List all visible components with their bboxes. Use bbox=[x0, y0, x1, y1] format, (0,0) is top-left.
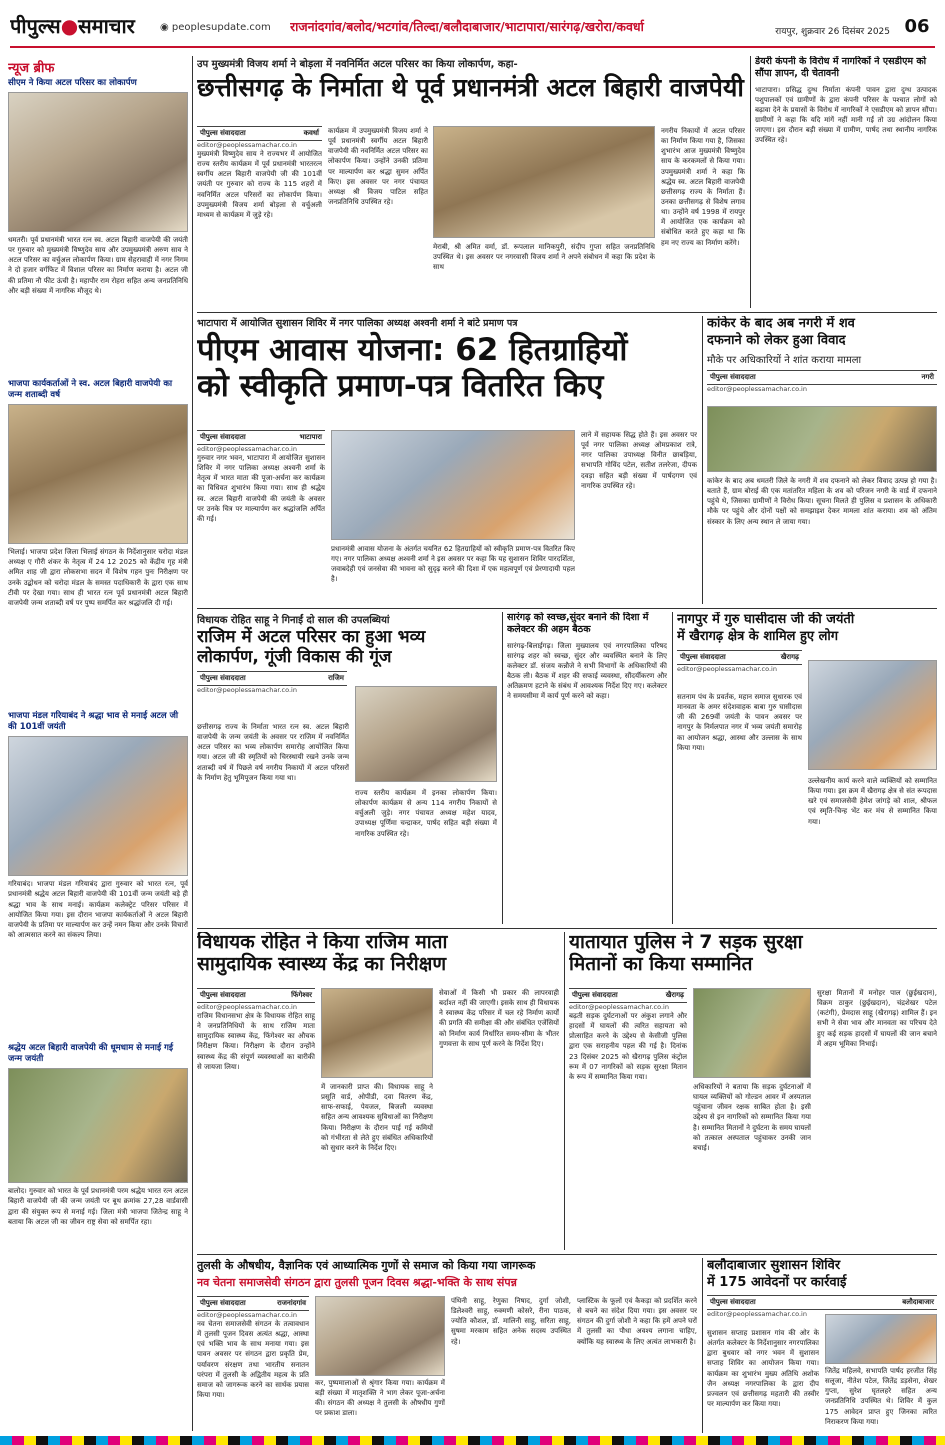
tulsi-headline: नव चेतना समाजसेवी संगठन द्वारा तुलसी पूजन दिवस श्रद्धा-भक्ति के साथ संपन्न bbox=[197, 1276, 517, 1289]
rajim-col-2: राज्य स्तरीय कार्यक्रम में इनका लोकार्पण किया। लोकार्पण कार्यक्रम से अन्य 114 नगरीय निकायों से वर्चुअली जुड़े। नगर पंचायत अध्यक्ष महेश यादव, उपाध्यक्ष पूर्णिमा चन्द्राकर, पार्षद सहित बड़ी संख्या में नागरिक उपस्थित रहे। bbox=[355, 789, 497, 838]
brief-4-text: बालोद। गुरुवार को भारत के पूर्व प्रधानमंत्री परम श्रद्धेय भारत रत्न अटल बिहारी वाजपेयी जी की जन्म जयंती पर बूथ क्रमांक 27,28 वार्डवासी द्वारा की संयुक्त रूप से मनाई गई। जिला मंत्री भाजपा जितेन्द्र साहू ने बताया कि अटल जी का जीवन राष्ट्र सेवा को समर्पित रहा। bbox=[8, 1187, 188, 1226]
vidhayak-col-3: सेवाओं में किसी भी प्रकार की लापरवाही बर्दाश्त नहीं की जाएगी। इसके साथ ही विधायक ने स्वास्थ्य केंद्र परिसर में चल रहे निर्माण कार्यों की प्रगति की समीक्षा की और संबंधित एजेंसियों को निर्माण कार्य निर्धारित समय-सीमा के भीतर गुणवत्ता के साथ पूर्ण करने के निर्देश दिए। bbox=[439, 989, 559, 1048]
pm-awas-photo bbox=[331, 430, 575, 540]
kanker-headline-1: कांकेर के बाद अब नगरी में शव bbox=[707, 316, 855, 331]
lead-photo bbox=[433, 126, 655, 238]
tulsi-col-1-text: नव चेतना समाजसेवी संगठन के तत्वावधान में तुलसी पूजन दिवस अत्यंत श्रद्धा, आस्था एवं भक्ति भाव के साथ मनाया गया। इस पावन अवसर पर संगठन द्वारा प्रकृति प्रेम, पर्यावरण संरक्षण तथा भारतीय सनातन परंपरा में तुलसी के अद्वितीय महत्व के प्रति समाज को जागरूक करने का सार्थक प्रयास किया गया। bbox=[197, 1320, 309, 1399]
traffic-col-3: सुरक्षा मितानों में मनोहर पाल (छुईखदान), विक्रम ठाकुर (छुईखदान), चंद्रशेखर पटेल (कटंगी), प्रेमदास साहू (खैरागढ़) शामिल हैं। इन सभी ने सेवा भाव और मानवता का परिचय देते हुए कई सड़क हादसों में घायलों की जान बचाने में अहम भूमिका निभाई। bbox=[817, 989, 937, 1048]
tulsi-col-4: प्लास्टिक के फूलों एवं कैकड़ा को प्रदर्शित करने से बचने का संदेश दिया गया। इस अवसर पर संगठन की दुर्गा जोशी ने कहा कि हमें अपने घरों में तुलसी का पौधा अवश्य लगाना चाहिए, क्योंकि यह स्वास्थ्य के लिए अत्यंत लाभकारी है। bbox=[577, 1297, 697, 1346]
rajim-col-1: छत्तीसगढ़ राज्य के निर्माता भारत रत्न स्व. अटल बिहारी वाजपेयी के जन्म जयंती के अवसर पर राजिम में नवनिर्मित अटल परिसर का भव्य लोकार्पण समारोह आयोजित किया गया। अटल जी की स्मृतियों को चिरस्थायी रखने उनके जन्म शताब्दी वर्ष में पिछले वर्ष नगरीय निकायों में अटल परिसरों के निर्माण हेतु भूमिपूजन किया गया था। bbox=[197, 723, 349, 782]
vidhayak-byline: पीपुल्स संवाददाता फिंगेश्वर bbox=[197, 988, 315, 1003]
tulsi-col-3: पंथिनी साहू, रेणुका निषाद, दुर्गा जोशी, डिलेश्वरी साहू, रुक्मणी कोसरे, रीना पाठक, ज्योति कौशल, डॉ. मालिनी साहू, सरिता साहू, सुषमा मरकाम सहित अनेक सदस्य उपस्थित रहे। bbox=[451, 1297, 571, 1346]
nagpur-headline-1: नागपुर में गुरु घासीदास जी की जयंती bbox=[677, 612, 855, 627]
logo-peoples: पीपुल्स bbox=[10, 14, 61, 38]
rajim-headline-2: लोकार्पण, गूंजी विकास की गूंज bbox=[197, 646, 392, 667]
traffic-col-1 bbox=[569, 988, 687, 1250]
lead-kicker: उप मुख्यमंत्री विजय शर्मा ने बोड़ला में नवनिर्मित अटल परिसर का किया लोकार्पण, कहा- bbox=[197, 59, 518, 70]
traffic-col-1-text: बढ़ती सड़क दुर्घटनाओं पर अंकुश लगाने और हादसों में घायलों की त्वरित सहायता को प्रोत्साहित करने के उद्देश्य से केसीजी पुलिस द्वारा एक सराहनीय पहल की गई है। दिनांक 23 दिसंबर 2025 को खैरागढ़ पुलिस कंट्रोल रूम में 07 नागरिकों को सड़क सुरक्षा मितान के रूप में सम्मानित किया गया। bbox=[569, 1012, 687, 1081]
registration-strip bbox=[0, 1436, 945, 1445]
vidhayak-email: editor@peoplessamachar.co.in bbox=[197, 1003, 297, 1011]
sarangarh-text: सारंगढ़-बिलाईगढ़। जिला मुख्यालय एवं नगरपालिका परिषद सारंगढ़ शहर को स्वच्छ, सुंदर और व्यवस्थित बनाने के लिए कलेक्टर डॉ. संजय कन्नौजे ने सभी विभागों के अधिकारियों की बैठक ली। बैठक में शहर की सफाई व्यवस्था, सौंदर्यीकरण और अतिक्रमण हटाने के संबंध में आवश्यक निर्देश दिए गए। कलेक्टर ने समयसीमा में कार्य पूर्ण करने को कहा। bbox=[507, 641, 667, 701]
nagpur-photo bbox=[808, 660, 937, 770]
balodabazar-headline-1: बलौदाबाजार सुशासन शिविर bbox=[707, 1258, 841, 1273]
pm-awas-kicker: भाटापारा में आयोजित सुशासन शिविर में नगर पालिका अध्यक्ष अश्वनी शर्मा ने बांटे प्रमाण पत्र bbox=[197, 318, 518, 329]
tulsi-byline: पीपुल्स संवाददाता राजनांदगांव bbox=[197, 1296, 309, 1311]
pm-awas-col-2: प्रधानमंत्री आवास योजना के अंतर्गत चयनित 62 हितग्राहियों को स्वीकृति प्रमाण-पत्र वितरित किए गए। नगर पालिका अध्यक्ष अश्वनी शर्मा ने इस अवसर पर कहा कि यह सुशासन शिविर पारदर्शिता, जवाबदेही एवं जनसेवा की भावना को सुदृढ़ करने की दिशा में एक महत्वपूर्ण एवं प्रेरणादायी पहल है। bbox=[331, 545, 575, 584]
brief-3-photo bbox=[8, 736, 188, 876]
brief-4-photo bbox=[8, 1068, 188, 1183]
brief-1-title: सीएम ने किया अटल परिसर का लोकार्पण bbox=[8, 78, 137, 88]
kanker-story bbox=[707, 316, 937, 604]
traffic-headline-2: मितानों का किया सम्मानित bbox=[569, 952, 753, 975]
balodabazar-byline: पीपुल्स संवाददाता बलौदाबाजार bbox=[707, 1295, 937, 1310]
traffic-photo bbox=[693, 988, 811, 1078]
dairy-story bbox=[755, 56, 937, 308]
brief-3-title: भाजपा मंडल गरियाबंद ने श्रद्धा भाव से मनाई अटल जी की 101वीं जयंती bbox=[8, 711, 179, 733]
lead-col-1-text: मुख्यमंत्री विष्णुदेव साय ने राज्यभर में आयोजित राज्य स्तरीय कार्यक्रम में पूर्व प्रधानमंत्री भारतरत्न स्वर्गीय अटल बिहारी वाजपेयी जी की 101वीं जयंती पर गुरुवार को राज्य के 115 शहरों में नवनिर्मित अटल परिसरों का लोकार्पण किया। उपमुख्यमंत्री विजय शर्मा बोड़ला से वर्चुअली माध्यम से कार्यक्रम में जुड़े रहे। bbox=[197, 150, 322, 219]
rajim-story bbox=[197, 612, 497, 924]
kanker-photo bbox=[707, 406, 937, 472]
sarangarh-headline: सारंगढ़ को स्वच्छ,सुंदर बनाने की दिशा में कलेक्टर की अहम बैठक bbox=[507, 612, 649, 636]
kanker-text: कांकेर के बाद अब धमतरी जिले के नगरी में शव दफनाने को लेकर विवाद उत्पन्न हो गया है। बताते हैं, ग्राम बोराई की एक मतांतरित महिला के शव को परिजन नगरी के वार्ड में दफनाने पहुंचे थे, जिसका ग्रामीणों ने विरोध किया। सूचना मिलते ही पुलिस व प्रशासन के अधिकारी मौके पर पहुंचे और दोनों पक्षों को समझाइश देकर मामला शांत कराया। शव को अंतिम संस्कार के लिए अन्य स्थान ले जाया गया। bbox=[707, 477, 937, 526]
lead-story bbox=[197, 56, 745, 308]
lead-col-1 bbox=[197, 126, 322, 308]
brief-2-title: भाजपा कार्यकर्ताओं ने स्व. अटल बिहारी वाजपेयी का जन्म शताब्दी वर्ष bbox=[8, 379, 173, 401]
traffic-email: editor@peoplessamachar.co.in bbox=[569, 1003, 669, 1011]
balodabazar-col-2: जितेंद्र महिलवे, सभापति पार्षद हरजीत सिंह सलूजा, नीतेश पटेल, जितेंद्र डड़सेना, शेखर गुप्ता, सुरेश घृतलहरे सहित अन्य जनप्रतिनिधि उपस्थित थे। शिविर में कुल 175 आवेदन प्राप्त हुए जिनका त्वरित निराकरण किया गया। bbox=[825, 1367, 937, 1426]
pm-awas-col-1-text: गुरुवार नगर भवन, भाटापारा में आयोजित सुशासन शिविर में नगर पालिका अध्यक्ष अश्वनी शर्मा के नेतृत्व में भारत माता की पूजा-अर्चना कर कार्यक्रम का विधिवत शुभारंभ किया गया। साथ ही श्रद्धेय स्व. अटल बिहारी वाजपेयी की जयंती के अवसर पर उनके चित्र पर माल्यार्पण कर श्रद्धांजलि अर्पित की गई। bbox=[197, 454, 325, 523]
vidhayak-photo bbox=[321, 988, 433, 1078]
nagpur-email: editor@peoplessamachar.co.in bbox=[677, 664, 777, 673]
masthead-districts: राजनांदगांव/बलोद/भटगांव/तिल्दा/बलौदाबाजार/भाटापारा/सारंगढ़/खरोरा/कवर्धा bbox=[290, 19, 644, 34]
vidhayak-headline-2: सामुदायिक स्वास्थ्य केंद्र का निरीक्षण bbox=[197, 952, 447, 975]
balodabazar-story bbox=[707, 1258, 937, 1433]
sarangarh-story bbox=[507, 612, 667, 924]
brief-4-title: श्रद्धेय अटल बिहारी वाजपेयी की धूमधाम से मनाई गई जन्म जयंती bbox=[8, 1043, 174, 1065]
kanker-kicker: मौके पर अधिकारियों ने शांत कराया मामला bbox=[707, 354, 862, 366]
lead-caption: मेराबी, श्री अमित वर्मा, डॉ. रूपलाल मानिकपुरी, संदीप गुप्ता सहित जनप्रतिनिधि उपस्थित थे। इस अवसर पर नगरवासी विजय शर्मा ने अपने संबोधन में कहा कि प्रदेश के साथ bbox=[433, 243, 655, 272]
balodabazar-email: editor@peoplessamachar.co.in bbox=[707, 1309, 807, 1318]
pm-awas-email: editor@peoplessamachar.co.in bbox=[197, 445, 297, 453]
lead-col-2: कार्यक्रम में उपमुख्यमंत्री विजय शर्मा ने पूर्व प्रधानमंत्री स्वर्गीय अटल बिहारी वाजपेयी की नवनिर्मित अटल परिसर का लोकार्पण किया। उन्होंने उनकी प्रतिमा पर माल्यार्पण कर श्रद्धा सुमन अर्पित किए। इस अवसर पर नगर पंचायत अध्यक्ष श्री विजय पाटिल सहित जनप्रतिनिधि उपस्थित रहे। bbox=[328, 127, 428, 206]
brief-1-photo bbox=[8, 92, 188, 232]
traffic-story bbox=[569, 932, 937, 1250]
masthead-date: रायपुर, शुक्रवार 26 दिसंबर 2025 bbox=[775, 27, 890, 37]
brief-2-text: भिलाई। भाजपा प्रदेश जिला भिलाई संगठन के निर्देशानुसार चरोदा मंडल अध्यक्ष ए गौरी शंकर के नेतृत्व में 24 12 2025 को केंद्रीय गृह मंत्री अमित शाह जी द्वारा लोकसभा सदन में विशेष गहन पुनः निरीक्षण पर उनके उद्बोधन को चरोदा मंडल के समस्त पदाधिकारी के द्वारा एक साथ टीवी पर देखा गया। साथ ही भारत रत्न पूर्व प्रधानमंत्री अटल बिहारी वाजपेयी जन्म शताब्दी वर्ष पर पुष्प समर्पित कर श्रद्धांजलि दी गई। bbox=[8, 548, 188, 607]
lead-headline: छत्तीसगढ़ के निर्माता थे पूर्व प्रधानमंत्री अटल बिहारी वाजपेयी bbox=[197, 73, 744, 102]
pm-awas-headline-1: पीएम आवास योजना: 62 हितग्राहियों bbox=[197, 332, 628, 368]
news-brief-label: न्यूज ब्रीफ bbox=[8, 61, 55, 76]
nagpur-headline-2: में खैरागढ़ क्षेत्र के शामिल हुए लोग bbox=[677, 628, 839, 644]
kanker-byline: पीपुल्स संवाददाता नगरी bbox=[707, 370, 937, 385]
balodabazar-photo bbox=[825, 1314, 937, 1364]
traffic-headline-1: यातायात पुलिस ने 7 सड़क सुरक्षा bbox=[569, 932, 803, 953]
balodabazar-col-1: सुशासन सप्ताह प्रशासन गांव की ओर के अंतर्गत कलेक्टर के निर्देशानुसार नगरपालिका द्वारा बुधवार को नगर भवन में सुशासन सप्ताह शिविर का आयोजन किया गया। कार्यक्रम का शुभारंभ मुख्य अतिथि अशोक जैन अध्यक्ष नगरपालिका के द्वारा दीप प्रज्वलन एवं छत्तीसगढ़ महतारी की तस्वीर पर माल्यार्पण कर किया गया। bbox=[707, 1329, 819, 1408]
brief-3-text: गरियाबंद। भाजपा मंडल गरियाबंद द्वारा गुरुवार को भारत रत्न, पूर्व प्रधानमंत्री श्रद्धेय अटल बिहारी वाजपेयी की 101वीं जन्म जयंती बड़े ही श्रद्धा भाव के साथ मनाई। कार्यक्रम कलेक्ट्रेट परिसर परिसर में आयोजित किया गया। इस दौरान भाजपा कार्यकर्ताओं ने अटल बिहारी वाजपेयी के प्रतिमा पर माल्यार्पण कर उन्हें नमन किया और उनके विचारों को आत्मसात करने का संकल्प लिया। bbox=[8, 880, 188, 939]
nagpur-story bbox=[677, 612, 937, 924]
tulsi-email: editor@peoplessamachar.co.in bbox=[197, 1311, 297, 1319]
brief-2-photo bbox=[8, 404, 188, 544]
vidhayak-col-1-text: राजिम विधानसभा क्षेत्र के विधायक रोहित साहू ने जनप्रतिनिधियों के साथ राजिम माता सामुदायिक स्वास्थ्य केंद्र, फिंगेश्वर का औचक निरीक्षण किया। निरीक्षण के दौरान उन्होंने स्वास्थ्य केंद्र की संपूर्ण व्यवस्थाओं का बारीकी से जायजा लिया। bbox=[197, 1012, 315, 1071]
rajim-photo bbox=[355, 686, 497, 782]
rajim-email: editor@peoplessamachar.co.in bbox=[197, 686, 297, 695]
tulsi-col-2: कर, पुष्पमालाओं से श्रृंगार किया गया। कार्यक्रम में बड़ी संख्या में मातृशक्ति ने भाग लेकर पूजा-अर्चना की। संगठन की अध्यक्ष ने तुलसी के औषधीय गुणों पर प्रकाश डाला। bbox=[315, 1379, 445, 1418]
brief-1-text: धमतरी। पूर्व प्रधानमंत्री भारत रत्न स्व. अटल बिहारी वाजपेयी की जयंती पर गुरुवार को मुख्यमंत्री विष्णुदेव साय और उपमुख्यमंत्री अरुण साव ने अटल परिसर का वर्चुअल लोकार्पण किया। ग्राम सेहरावाही में नगर निगम ने दो हजार वर्गफिट में विशाल परिसर का निर्माण कराया है। अटल जी की प्रतिमा नौ फीट ऊंची है। महापौर राम रोहरा सहित अन्य जनप्रतिनिधि और बड़ी संख्या में नागरिक मौजूद थे। bbox=[8, 236, 188, 295]
traffic-byline: पीपुल्स संवाददाता खैरागढ़ bbox=[569, 988, 687, 1003]
vidhayak-col-2: में जानकारी प्राप्त की। विधायक साहू ने प्रसूति वार्ड, ओपीडी, दवा वितरण केंद्र, साफ-सफाई, पेयजल, बिजली व्यवस्था सहित अन्य आवश्यक सुविधाओं का निरीक्षण किया। निरीक्षण के दौरान पाई गई कमियों को गंभीरता से लेते हुए संबंधित अधिकारियों को सुधार करने के निर्देश दिए। bbox=[321, 1083, 433, 1152]
pm-awas-headline-2: को स्वीकृति प्रमाण-पत्र वितरित किए bbox=[197, 367, 604, 404]
rajim-headline-1: राजिम में अटल परिसर का हुआ भव्य bbox=[197, 627, 426, 647]
nagpur-byline: पीपुल्स संवाददाता खैरागढ़ bbox=[677, 650, 802, 665]
kanker-headline-2: दफनाने को लेकर हुआ विवाद bbox=[707, 332, 846, 348]
dairy-text: भाटापारा। प्रसिद्ध दुग्ध निर्माता कंपनी पावन द्वारा दुग्ध उत्पादक पशुपालकों एवं ग्रामीणों के द्वारा कंपनी परिसर के पश्चात लोगों को बढ़ावा देने के प्रयासों के विरोध में नागरिकों ने एसडीएम को ज्ञापन सौंपा। ग्रामीणों ने कहा कि यदि मांगें नहीं मानी गईं तो उग्र आंदोलन किया जाएगा। इस दौरान बड़ी संख्या में ग्रामीण, पार्षद तथा स्थानीय नागरिक उपस्थित रहे। bbox=[755, 85, 937, 145]
news-brief-column bbox=[8, 58, 188, 1428]
pm-awas-byline: पीपुल्स संवाददाता भाटापारा bbox=[197, 430, 325, 445]
rajim-kicker: विधायक रोहित साहू ने गिनाईं दो साल की उपलब्धियां bbox=[197, 615, 390, 626]
kanker-email: editor@peoplessamachar.co.in bbox=[707, 384, 807, 393]
dairy-headline: डेयरी कंपनी के विरोध में नागरिकों ने एसडीएम को सौंपा ज्ञापन, दी चेतावनी bbox=[755, 56, 927, 80]
nagpur-col-1: सतनाम पंथ के प्रवर्तक, महान समाज सुधारक एवं मानवता के अमर संदेशवाहक बाबा गुरु घासीदास जी की 269वीं जयंती के पावन अवसर पर नागपुर के निर्मलपात नगर में भव्य जयंती समारोह का आयोजन श्रद्धा, आस्था और उल्लास के साथ किया गया। bbox=[677, 693, 802, 752]
pm-awas-col-1 bbox=[197, 430, 325, 604]
lead-col-4: नगरीय निकायों में अटल परिसर का निर्माण किया गया है, जिसका शुभारंभ आज मुख्यमंत्री विष्णुदेव साय के करकमलों से किया गया। उपमुख्यमंत्री शर्मा ने कहा कि श्रद्धेय स्व. अटल बिहारी वाजपेयी छत्तीसगढ़ राज्य के निर्माता हैं। उनका छत्तीसगढ़ से विशेष लगाव था। उन्होंने वर्ष 1998 में रायपुर में आयोजित एक कार्यक्रम को संबोधित करते हुए कहा था कि हम नए राज्य का निर्माण करेंगे। bbox=[661, 127, 745, 247]
tulsi-col-1 bbox=[197, 1296, 309, 1433]
lead-email: editor@peoplessamachar.co.in bbox=[197, 141, 297, 149]
traffic-col-2: अधिकारियों ने बताया कि सड़क दुर्घटनाओं में घायल व्यक्तियों को गोल्डन आवर में अस्पताल पहुंचाना जीवन रक्षक साबित होता है। इसी उद्देश्य से इन नागरिकों को सम्मानित किया गया है। सम्मानित मितानों ने दुर्घटना के समय घायलों को तत्काल अस्पताल पहुंचाकर उनकी जान बचाई। bbox=[693, 1083, 811, 1152]
globe-icon: ◉ bbox=[160, 22, 172, 33]
masthead-logo bbox=[10, 12, 160, 40]
masthead-website[interactable]: ◉ peoplesupdate.com bbox=[160, 22, 271, 33]
pm-awas-col-3: लाने में सहायक सिद्ध होते हैं। इस अवसर पर पूर्व नगर पालिका अध्यक्ष ओमप्रकाश रात्रे, नगर पालिका उपाध्यक्ष विनीत छाबड़िया, सभापति गोविंद पटेल, सतीश तलरेजा, दीपक दवड़ा सहित बड़ी संख्या में पार्षदगण एवं नागरिक उपस्थित रहे। bbox=[581, 431, 697, 490]
vidhayak-headline-1: विधायक रोहित ने किया राजिम माता bbox=[197, 932, 448, 953]
rajim-byline: पीपुल्स संवाददाता राजिम bbox=[197, 671, 347, 686]
vidhayak-col-1 bbox=[197, 988, 315, 1250]
logo-samachar: समाचार bbox=[78, 14, 135, 38]
masthead bbox=[0, 0, 945, 50]
page-number: 06 bbox=[904, 16, 930, 37]
nagpur-col-2: उल्लेखनीय कार्य करने वाले व्यक्तियों को सम्मानित किया गया। इस क्रम में खैरागढ़ क्षेत्र से संत रूपदास खरे एवं समाजसेवी हेमेश जांगड़े को शाल, श्रीफल एवं स्मृति-चिन्ह भेंट कर मंच से सम्मानित किया गया। bbox=[808, 777, 937, 826]
vidhayak-story bbox=[197, 932, 559, 1250]
tulsi-photo bbox=[315, 1296, 445, 1376]
balodabazar-headline-2: में 175 आवेदनों पर कार्रवाई bbox=[707, 1274, 847, 1290]
tulsi-story bbox=[197, 1258, 697, 1433]
logo-dot-icon: ● bbox=[60, 14, 79, 38]
lead-byline: पीपुल्स संवाददाता कवर्धा bbox=[197, 126, 322, 141]
tulsi-kicker: तुलसी के औषधीय, वैज्ञानिक एवं आध्यात्मिक गुणों से समाज को किया गया जागरूक bbox=[197, 1259, 536, 1272]
pm-awas-story bbox=[197, 316, 697, 604]
